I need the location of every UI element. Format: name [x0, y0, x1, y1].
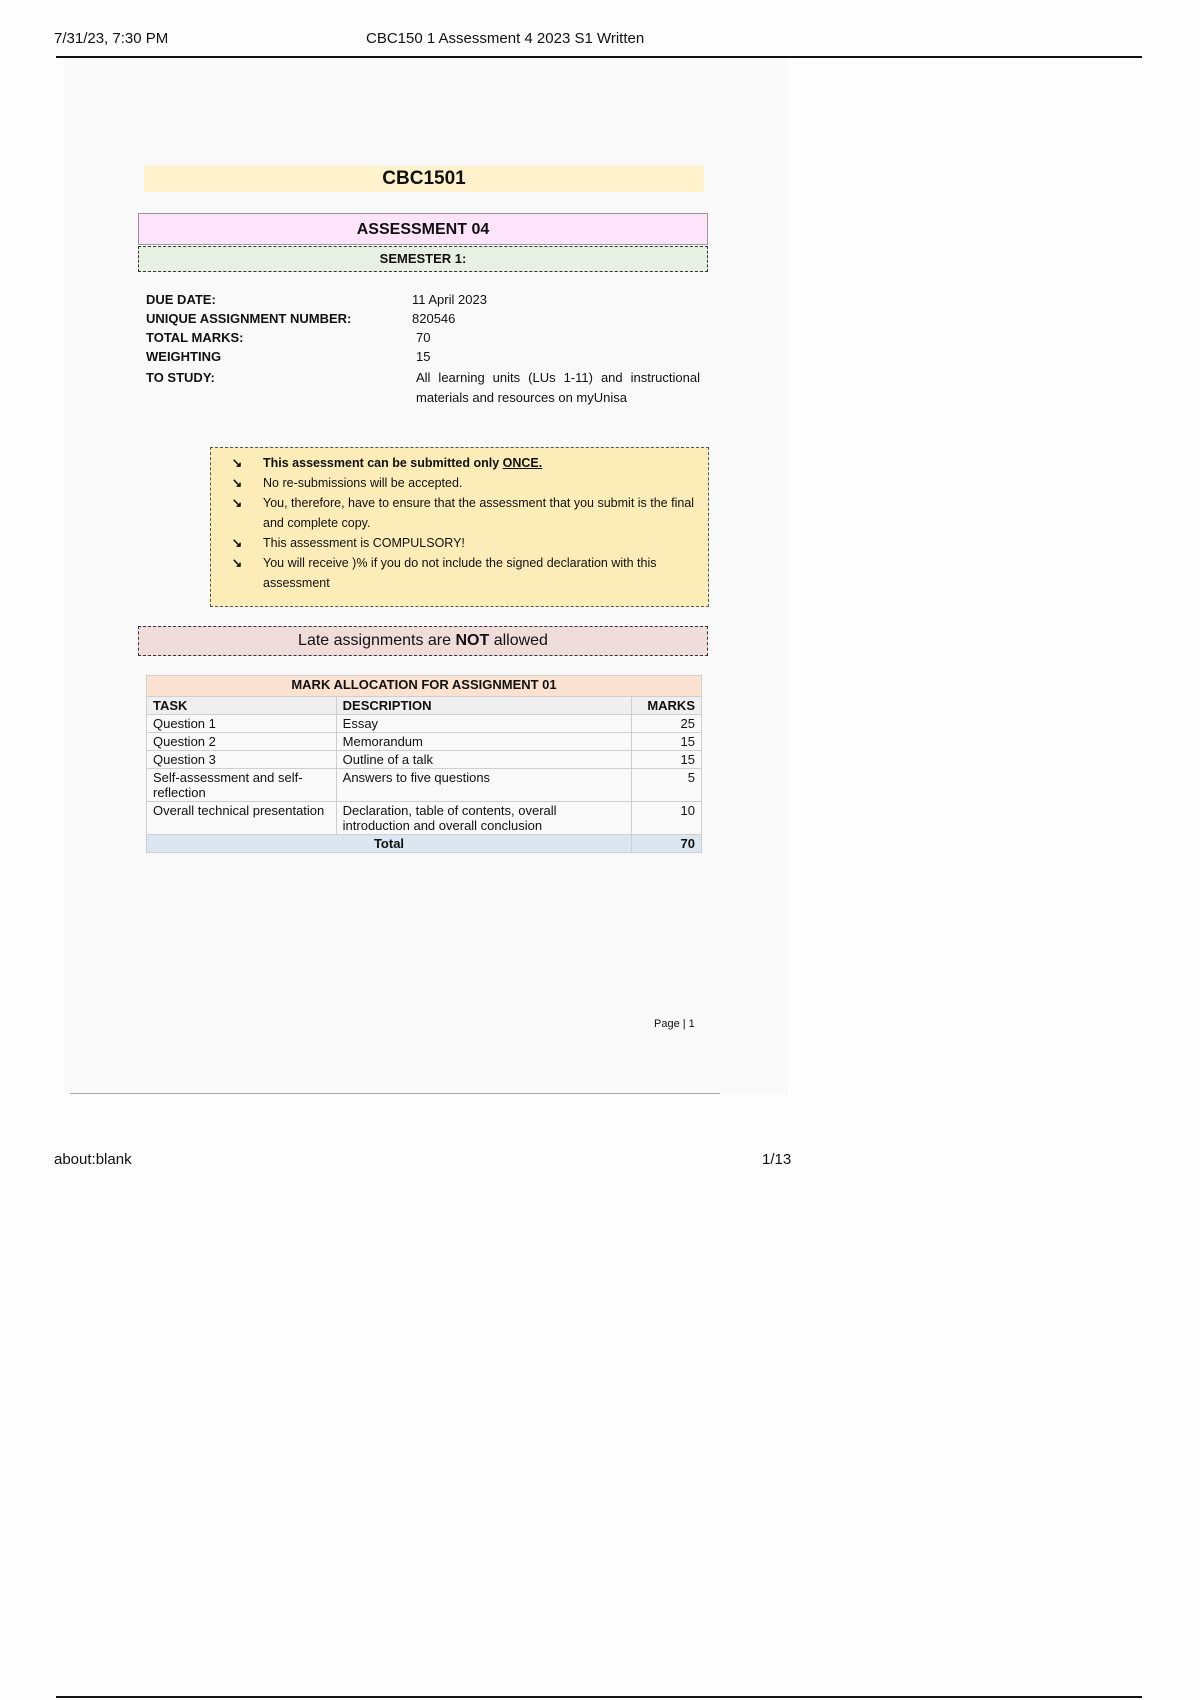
late-text: Late assignments are [298, 632, 456, 649]
info-value: 820546 [412, 311, 456, 326]
notice-item [211, 453, 700, 473]
info-label: TOTAL MARKS: [146, 330, 244, 345]
marks-cell: 15 [632, 733, 702, 751]
table-row [147, 733, 702, 751]
info-row-total-marks [146, 328, 706, 347]
task-cell: Self-assessment and self-reflection [147, 769, 337, 802]
marks-cell: 25 [632, 715, 702, 733]
info-value: 15 [416, 349, 431, 364]
description-cell: Outline of a talk [336, 751, 631, 769]
total-value: 70 [632, 835, 702, 853]
late-assignments-banner [138, 626, 708, 656]
page-number-label: Page | 1 [654, 1018, 695, 1030]
info-row-weighting [146, 347, 706, 366]
marks-cell: 5 [632, 769, 702, 802]
info-label: WEIGHTING [146, 349, 222, 364]
column-header-marks: MARKS [632, 697, 702, 715]
description-cell: Essay [336, 715, 631, 733]
notice-item [211, 493, 700, 533]
info-row-assignment-number [146, 309, 706, 328]
notice-text: You, therefore, have to ensure that the assessment that you submit is the final and complete copy. [263, 496, 695, 530]
print-page-count: 1/13 [762, 1151, 792, 1168]
arrow-bullet-icon: ↘ [231, 496, 243, 510]
print-doc-title: CBC150 1 Assessment 4 2023 S1 Written [366, 30, 645, 47]
task-cell: Overall technical presentation [147, 802, 337, 835]
info-row-to-study [146, 368, 706, 408]
notice-text: No re-submissions will be accepted. [263, 476, 463, 490]
marks-cell: 15 [632, 751, 702, 769]
arrow-bullet-icon: ↘ [231, 456, 243, 470]
arrow-bullet-icon: ↘ [231, 556, 243, 570]
print-datetime: 7/31/23, 7:30 PM [54, 30, 169, 47]
mark-allocation-table [146, 675, 702, 853]
bottom-rule [56, 1696, 1142, 1698]
arrow-bullet-icon: ↘ [231, 536, 243, 550]
info-label: DUE DATE: [146, 292, 216, 307]
page-bottom-rule [70, 1093, 720, 1094]
info-value: 11 April 2023 [412, 292, 487, 307]
notice-item [211, 553, 700, 593]
late-text: allowed [489, 632, 548, 649]
info-value: 70 [416, 330, 431, 345]
table-row [147, 769, 702, 802]
info-label: UNIQUE ASSIGNMENT NUMBER: [146, 311, 352, 326]
notice-text: This assessment is COMPULSORY! [263, 536, 465, 550]
notice-text: This assessment can be submitted only [263, 456, 503, 470]
notice-text: You will receive )% if you do not include the signed declaration with this assessment [263, 556, 657, 590]
task-cell: Question 3 [147, 751, 337, 769]
task-cell: Question 1 [147, 715, 337, 733]
total-label: Total [147, 835, 632, 853]
table-row [147, 715, 702, 733]
notice-emphasis: ONCE. [502, 456, 543, 470]
description-cell: Declaration, table of contents, overall introduction and overall conclusion [336, 802, 631, 835]
info-row-due-date [146, 290, 706, 309]
assessment-banner: ASSESSMENT 04 [138, 213, 708, 245]
course-code-banner: CBC1501 [144, 166, 704, 192]
task-cell: Question 2 [147, 733, 337, 751]
table-row [147, 802, 702, 835]
column-header-description: DESCRIPTION [336, 697, 631, 715]
column-header-task: TASK [147, 697, 337, 715]
submission-notice [210, 447, 709, 607]
table-row [147, 751, 702, 769]
info-value: All learning units (LUs 1-11) and instructional materials and resources on myUnisa [416, 370, 700, 405]
description-cell: Memorandum [336, 733, 631, 751]
notice-item [211, 533, 700, 553]
print-url: about:blank [54, 1151, 132, 1168]
total-row [147, 835, 702, 853]
info-label: TO STUDY: [146, 370, 215, 385]
assignment-info [146, 290, 706, 408]
marks-cell: 10 [632, 802, 702, 835]
semester-banner: SEMESTER 1: [138, 246, 708, 272]
table-title: MARK ALLOCATION FOR ASSIGNMENT 01 [147, 676, 702, 697]
arrow-bullet-icon: ↘ [231, 476, 243, 490]
notice-item [211, 473, 700, 493]
late-emphasis: NOT [455, 632, 490, 649]
description-cell: Answers to five questions [336, 769, 631, 802]
table-header-row [147, 697, 702, 715]
